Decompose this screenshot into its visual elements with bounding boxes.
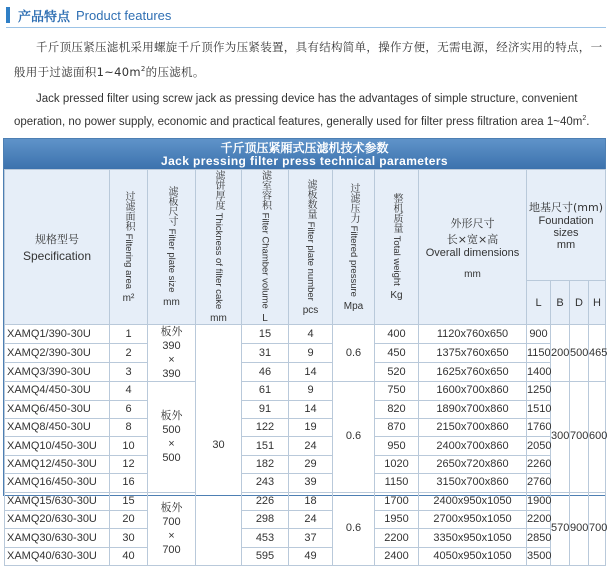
cell-pressure: 0.6 <box>333 492 375 566</box>
plate-h: 700 <box>162 543 181 556</box>
cell-volume: 151 <box>242 437 289 455</box>
cell-dimensions: 1375x760x650 <box>419 344 527 363</box>
col-pressure-unit: Mpa <box>343 300 364 312</box>
intro-paragraph-cn <box>14 36 604 83</box>
cell-L: 900 <box>527 325 551 344</box>
section-title-en: Product features <box>76 7 172 23</box>
cell-volume: 31 <box>242 344 289 363</box>
cell-L: 1150 <box>527 344 551 363</box>
cell-number: 24 <box>289 511 333 529</box>
cell-dimensions: 1625x760x650 <box>419 363 527 382</box>
cell-area: 15 <box>110 492 148 510</box>
cell-plate-size <box>148 325 196 382</box>
cell-pressure: 0.6 <box>333 325 375 382</box>
table-row <box>5 547 606 565</box>
cell-dimensions: 2650x720x860 <box>419 455 527 473</box>
col-weight-en: Total weight <box>391 235 402 287</box>
cell-L: 2260 <box>527 455 551 473</box>
cell-dimensions: 1890x700x860 <box>419 400 527 418</box>
cell-number: 39 <box>289 474 333 492</box>
col-foundation-en: Foundation sizes <box>538 215 594 240</box>
cell-volume: 122 <box>242 419 289 437</box>
cell-area: 8 <box>110 419 148 437</box>
cell-volume: 243 <box>242 474 289 492</box>
table-row <box>5 492 606 510</box>
cell-D: 900 <box>570 492 589 566</box>
cell-H: 465 <box>589 325 606 382</box>
cell-area: 20 <box>110 511 148 529</box>
cell-volume: 61 <box>242 382 289 400</box>
col-area-en: Filtering area <box>123 233 134 289</box>
cell-number: 9 <box>289 344 333 363</box>
col-spec-en: Specification <box>22 249 92 264</box>
intro-paragraph-en <box>14 89 604 132</box>
col-number-unit: pcs <box>302 304 319 316</box>
cell-B: 570 <box>551 492 570 566</box>
cell-spec: XAMQ12/450-30U <box>5 455 110 473</box>
table-row <box>5 511 606 529</box>
col-cake-cn: 滤饼厚度 <box>213 170 224 210</box>
cell-L: 1510 <box>527 400 551 418</box>
cell-weight: 1150 <box>375 474 419 492</box>
cell-spec: XAMQ2/390-30U <box>5 344 110 363</box>
cell-number: 24 <box>289 437 333 455</box>
cell-area: 16 <box>110 474 148 492</box>
col-volume-unit: L <box>262 313 268 324</box>
section-title-cn: 产品特点 <box>18 9 71 25</box>
cell-B: 300 <box>551 382 570 492</box>
col-dim-en: Overall dimensions <box>425 246 520 259</box>
intro-en-sup: 2 <box>582 114 587 122</box>
cell-D: 500 <box>570 325 589 382</box>
cell-volume: 15 <box>242 325 289 344</box>
col-plate-unit: mm <box>163 296 180 308</box>
table-row <box>5 455 606 473</box>
cell-L: 3500 <box>527 547 551 565</box>
cell-number: 4 <box>289 325 333 344</box>
cell-plate-size <box>148 382 196 492</box>
cell-spec: XAMQ4/450-30U <box>5 382 110 400</box>
cell-dimensions: 3350x950x1050 <box>419 529 527 547</box>
cell-H: 700 <box>589 492 606 566</box>
spec-table-container <box>3 138 608 562</box>
section-header <box>6 4 171 26</box>
cell-weight: 820 <box>375 400 419 418</box>
header-accent-bar <box>6 7 10 23</box>
table-row <box>5 474 606 492</box>
intro-en-end: . <box>586 115 590 128</box>
table-title-bar <box>4 139 605 169</box>
col-dim-cn2: 长×宽×高 <box>446 232 499 246</box>
col-weight-unit: Kg <box>390 290 403 302</box>
cell-number: 37 <box>289 529 333 547</box>
col-volume-cn: 滤室容积 <box>259 170 271 211</box>
col-area <box>110 170 148 325</box>
cell-dimensions: 2400x700x860 <box>419 437 527 455</box>
cell-B: 200 <box>551 325 570 382</box>
plate-h: 390 <box>162 368 181 381</box>
cell-number: 9 <box>289 382 333 400</box>
plate-w: 500 <box>162 423 181 436</box>
col-volume <box>242 170 289 325</box>
cell-number: 18 <box>289 492 333 510</box>
intro-text <box>14 36 604 132</box>
col-spec <box>5 170 110 325</box>
cell-volume: 226 <box>242 492 289 510</box>
cell-L: 1400 <box>527 363 551 382</box>
cell-area: 12 <box>110 455 148 473</box>
cell-dimensions: 1120x760x650 <box>419 325 527 344</box>
cell-area: 30 <box>110 529 148 547</box>
cell-weight: 750 <box>375 382 419 400</box>
intro-cn-line1: 千斤顶压紧压滤机采用螺旋千斤顶作为压紧装置，具有结构简单，操作方便，无需电源，经济实用的特 <box>36 40 567 54</box>
table-title-en: Jack pressing filter press technical parameters <box>161 154 448 168</box>
col-dim-unit: mm <box>464 268 481 280</box>
col-L: L <box>527 281 551 325</box>
cell-spec: XAMQ10/450-30U <box>5 437 110 455</box>
cell-spec: XAMQ1/390-30U <box>5 325 110 344</box>
cell-area: 40 <box>110 547 148 565</box>
intro-en-text: Jack pressed filter using screw jack as pressing device has the advantages of simple structure, convenient operation, no power supply, economic and practical features, generally used for filter press filtration area 1~40m <box>14 92 583 128</box>
col-dimensions <box>419 170 527 325</box>
cell-weight: 2200 <box>375 529 419 547</box>
table-body <box>5 325 606 566</box>
cell-weight: 1700 <box>375 492 419 510</box>
table-row <box>5 344 606 363</box>
col-dim-cn: 外形尺寸 <box>450 216 495 230</box>
cell-dimensions: 1600x700x860 <box>419 382 527 400</box>
col-foundation <box>527 170 606 281</box>
intro-cn-line2-end: 的压滤机。 <box>145 64 205 79</box>
cell-spec: XAMQ8/450-30U <box>5 419 110 437</box>
plate-label: 板外 <box>160 325 183 339</box>
cell-spec: XAMQ15/630-30U <box>5 492 110 510</box>
col-pressure-cn: 过滤压力 <box>348 182 359 223</box>
cell-area: 3 <box>110 363 148 382</box>
cell-weight: 520 <box>375 363 419 382</box>
cell-area: 2 <box>110 344 148 363</box>
cell-spec: XAMQ6/450-30U <box>5 400 110 418</box>
col-weight-cn: 整机质量 <box>391 193 402 234</box>
cell-plate-size <box>148 492 196 566</box>
col-plate-cn: 滤板尺寸 <box>166 186 177 227</box>
cell-volume: 298 <box>242 511 289 529</box>
cell-D: 700 <box>570 382 589 492</box>
table-row <box>5 437 606 455</box>
table-row <box>5 419 606 437</box>
cell-number: 19 <box>289 419 333 437</box>
plate-w: 390 <box>162 340 181 353</box>
cell-weight: 950 <box>375 437 419 455</box>
col-foundation-unit: mm <box>556 239 576 252</box>
cell-number: 49 <box>289 547 333 565</box>
cell-volume: 46 <box>242 363 289 382</box>
plate-h: 500 <box>162 451 181 464</box>
col-B: B <box>551 281 570 325</box>
cell-L: 2760 <box>527 474 551 492</box>
table-header <box>5 170 606 325</box>
cell-area: 1 <box>110 325 148 344</box>
table-title-cn: 千斤顶压紧厢式压滤机技术参数 <box>220 141 389 155</box>
cell-area: 4 <box>110 382 148 400</box>
col-pressure-en: Filtered pressure <box>348 225 359 297</box>
cell-weight: 2400 <box>375 547 419 565</box>
cell-number: 14 <box>289 363 333 382</box>
col-area-cn: 过滤面积 <box>123 190 134 231</box>
col-weight <box>375 170 419 325</box>
cell-dimensions: 4050x950x1050 <box>419 547 527 565</box>
plate-w: 700 <box>162 515 181 528</box>
cell-H: 600 <box>589 382 606 492</box>
cell-L: 1900 <box>527 492 551 510</box>
cell-spec: XAMQ30/630-30U <box>5 529 110 547</box>
intro-cn-line2: 点，一般用于过滤面积1~40m <box>14 40 603 79</box>
plate-x: × <box>168 354 175 367</box>
cell-volume: 182 <box>242 455 289 473</box>
cell-L: 2850 <box>527 529 551 547</box>
cell-weight: 870 <box>375 419 419 437</box>
cell-number: 14 <box>289 400 333 418</box>
cell-pressure: 0.6 <box>333 382 375 492</box>
cell-L: 1760 <box>527 419 551 437</box>
intro-cn-sup: 2 <box>140 65 146 73</box>
col-cake-en: Thickness of filter cake <box>213 212 224 310</box>
col-cake <box>196 170 242 325</box>
col-number-en: Filter plate number <box>305 221 316 301</box>
cell-volume: 453 <box>242 529 289 547</box>
spec-table <box>4 169 606 566</box>
table-row <box>5 382 606 400</box>
cell-spec: XAMQ3/390-30U <box>5 363 110 382</box>
col-area-unit: m² <box>122 292 135 304</box>
cell-dimensions: 3150x700x860 <box>419 474 527 492</box>
col-volume-en: Filter Chamber volume <box>259 212 271 309</box>
table-row <box>5 325 606 344</box>
table-row <box>5 529 606 547</box>
plate-label: 板外 <box>160 500 183 514</box>
cell-cake: 30 <box>196 325 242 566</box>
col-number-cn: 滤板数量 <box>305 178 316 219</box>
cell-area: 10 <box>110 437 148 455</box>
plate-x: × <box>168 529 175 542</box>
cell-dimensions: 2150x700x860 <box>419 419 527 437</box>
plate-x: × <box>168 437 175 450</box>
col-cake-unit: mm <box>210 313 227 325</box>
cell-dimensions: 2400x950x1050 <box>419 492 527 510</box>
cell-weight: 1950 <box>375 511 419 529</box>
cell-L: 1250 <box>527 382 551 400</box>
cell-dimensions: 2700x950x1050 <box>419 511 527 529</box>
cell-volume: 91 <box>242 400 289 418</box>
cell-volume: 595 <box>242 547 289 565</box>
col-D: D <box>570 281 589 325</box>
col-plate-number <box>289 170 333 325</box>
cell-L: 2200 <box>527 511 551 529</box>
cell-number: 29 <box>289 455 333 473</box>
cell-spec: XAMQ20/630-30U <box>5 511 110 529</box>
cell-weight: 1020 <box>375 455 419 473</box>
col-plate-en: Filter plate size <box>166 229 177 293</box>
cell-area: 6 <box>110 400 148 418</box>
plate-label: 板外 <box>160 408 183 422</box>
cell-spec: XAMQ40/630-30U <box>5 547 110 565</box>
col-plate <box>148 170 196 325</box>
col-spec-cn: 规格型号 <box>35 233 79 247</box>
cell-L: 2050 <box>527 437 551 455</box>
cell-spec: XAMQ16/450-30U <box>5 474 110 492</box>
header-divider <box>6 27 606 28</box>
col-pressure <box>333 170 375 325</box>
table-row <box>5 400 606 418</box>
table-row <box>5 363 606 382</box>
cell-weight: 450 <box>375 344 419 363</box>
cell-weight: 400 <box>375 325 419 344</box>
col-foundation-cn: 地基尺寸(mm) <box>529 201 604 215</box>
col-H: H <box>589 281 606 325</box>
